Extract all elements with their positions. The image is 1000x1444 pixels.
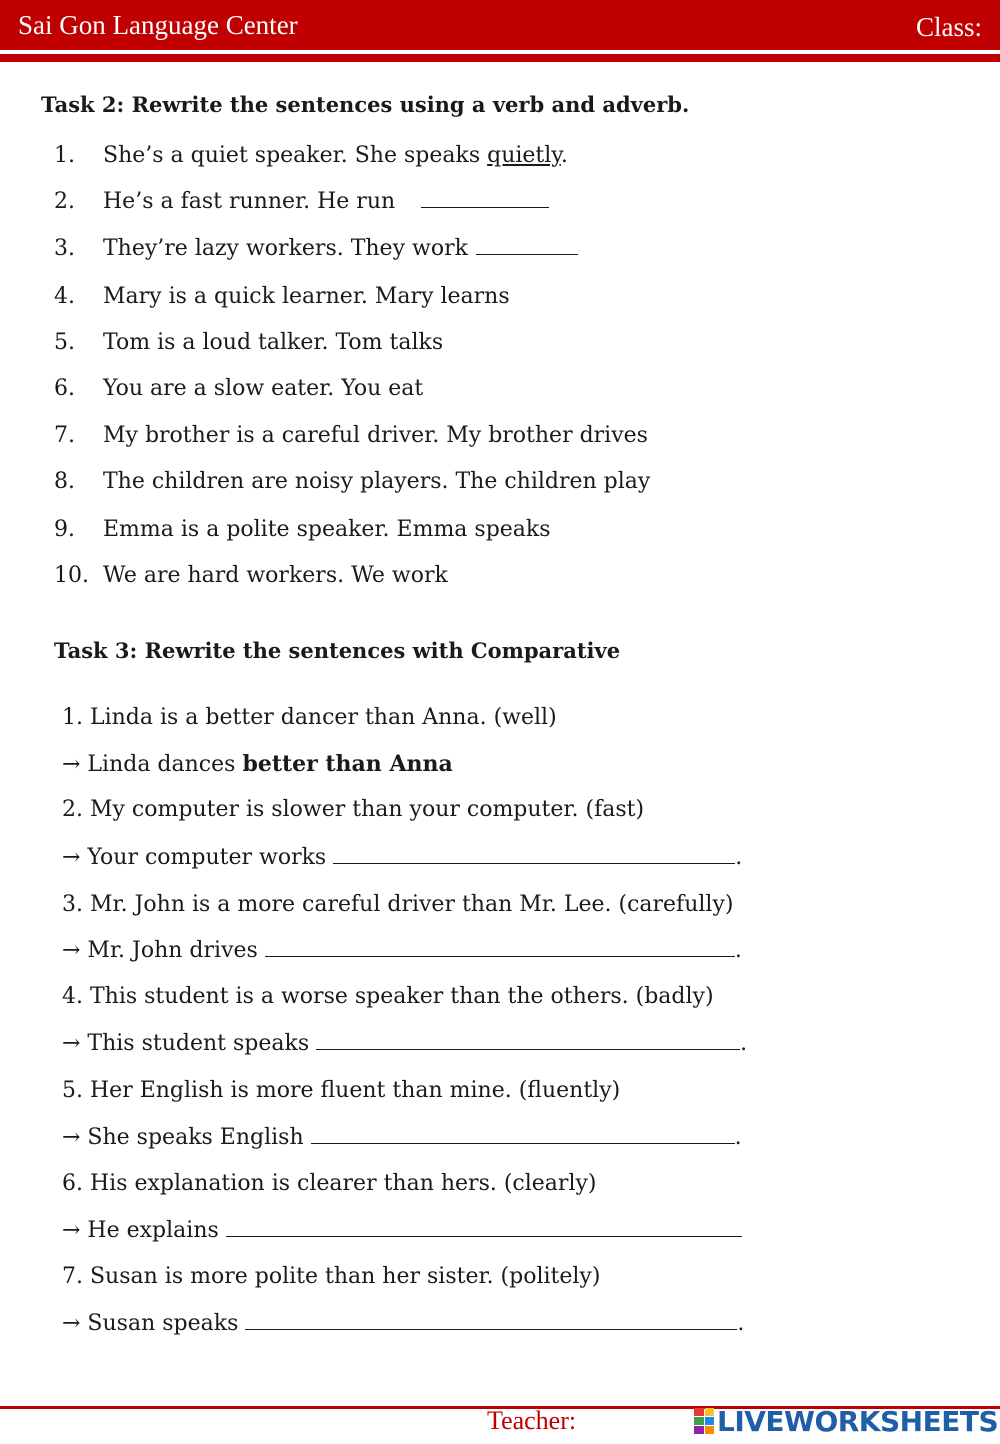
answer-blank[interactable] xyxy=(311,1125,735,1144)
item-number: 1. xyxy=(54,143,75,168)
task3-prompt-4: 4. This student is a worse speaker than the others. (badly) xyxy=(62,984,714,1009)
item-number: 2. xyxy=(54,189,75,214)
task2-title xyxy=(41,92,689,117)
answer-lead: → This student speaks xyxy=(62,1031,317,1056)
liveworksheets-logo-icon xyxy=(694,1408,714,1434)
item-number: 3. xyxy=(54,236,75,261)
item-number: 4. xyxy=(54,284,75,309)
answer-blank[interactable] xyxy=(421,189,549,208)
answer-lead: → He explains xyxy=(62,1218,226,1243)
item-text: My brother is a careful driver. My brother drives xyxy=(103,423,648,448)
task3-answer-5: → She speaks English . xyxy=(62,1125,742,1150)
task3-answer-3: → Mr. John drives . xyxy=(62,938,742,963)
item-text: Emma is a polite speaker. Emma speaks xyxy=(103,517,551,542)
item-text: She’s a quiet speaker. She speaks xyxy=(103,143,488,168)
task3-prompt-5: 5. Her English is more fluent than mine. (fluently) xyxy=(62,1078,621,1103)
item-end: . xyxy=(560,143,568,168)
item-text: Mary is a quick learner. Mary learns xyxy=(103,284,510,309)
task3-title xyxy=(54,638,620,663)
task2-instruction: Rewrite the sentences using a verb and adverb. xyxy=(131,92,690,117)
task3-prompt-2: 2. My computer is slower than your computer. (fast) xyxy=(62,797,645,822)
item-text: The children are noisy players. The children play xyxy=(103,469,651,494)
task3-instruction: Rewrite the sentences with Comparative xyxy=(144,638,621,663)
answer-lead: → Your computer works xyxy=(62,845,334,870)
task3-prompt-6: 6. His explanation is clearer than hers. (clearly) xyxy=(62,1171,597,1196)
item-text: Tom is a loud talker. Tom talks xyxy=(103,330,444,355)
task3-prompt-7: 7. Susan is more polite than her sister. (politely) xyxy=(62,1264,601,1289)
task3-prompt-3: 3. Mr. John is a more careful driver than Mr. Lee. (carefully) xyxy=(62,892,734,917)
answer-lead: → She speaks English xyxy=(62,1125,311,1150)
item-number: 8. xyxy=(54,469,75,494)
item-number: 9. xyxy=(54,517,75,542)
answer-blank[interactable] xyxy=(226,1218,742,1237)
task3-answer-1 xyxy=(62,751,453,777)
answer-blank[interactable] xyxy=(476,236,578,255)
item-text: He’s a fast runner. He run xyxy=(103,189,396,214)
center-name: Sai Gon Language Center xyxy=(18,10,298,40)
task3-answer-7: → Susan speaks . xyxy=(62,1311,745,1336)
brand-name: LIVEWORKSHEETS xyxy=(717,1404,999,1438)
answer-blank[interactable] xyxy=(265,938,735,957)
task3-label: Task 3: xyxy=(54,638,138,663)
task3-answer-4: → This student speaks . xyxy=(62,1031,748,1056)
answer-blank[interactable] xyxy=(333,845,735,864)
item-number: 5. xyxy=(54,330,75,355)
task3-prompt-1: 1. Linda is a better dancer than Anna. (well) xyxy=(62,705,557,730)
class-label: Class: xyxy=(915,12,982,42)
item-text: They’re lazy workers. They work xyxy=(103,236,468,261)
item-text: We are hard workers. We work xyxy=(103,563,448,588)
liveworksheets-logo xyxy=(694,1404,998,1438)
item-number: 7. xyxy=(54,423,75,448)
answer-blank[interactable] xyxy=(316,1031,740,1050)
item-text: You are a slow eater. You eat xyxy=(103,376,424,401)
item-number: 6. xyxy=(54,376,75,401)
example-answer: better than Anna xyxy=(242,751,453,777)
example-answer: quietly xyxy=(487,143,561,168)
header-divider xyxy=(0,54,1000,62)
task3-answer-6 xyxy=(62,1218,742,1243)
answer-lead: → Mr. John drives xyxy=(62,938,265,963)
task3-answer-2: → Your computer works . xyxy=(62,845,743,870)
teacher-label: Teacher: xyxy=(487,1406,577,1435)
answer-lead: → Linda dances xyxy=(62,752,243,777)
answer-lead: → Susan speaks xyxy=(62,1311,246,1336)
task2-label: Task 2: xyxy=(41,92,125,117)
answer-blank[interactable] xyxy=(245,1311,737,1330)
item-number: 10. xyxy=(54,563,89,588)
